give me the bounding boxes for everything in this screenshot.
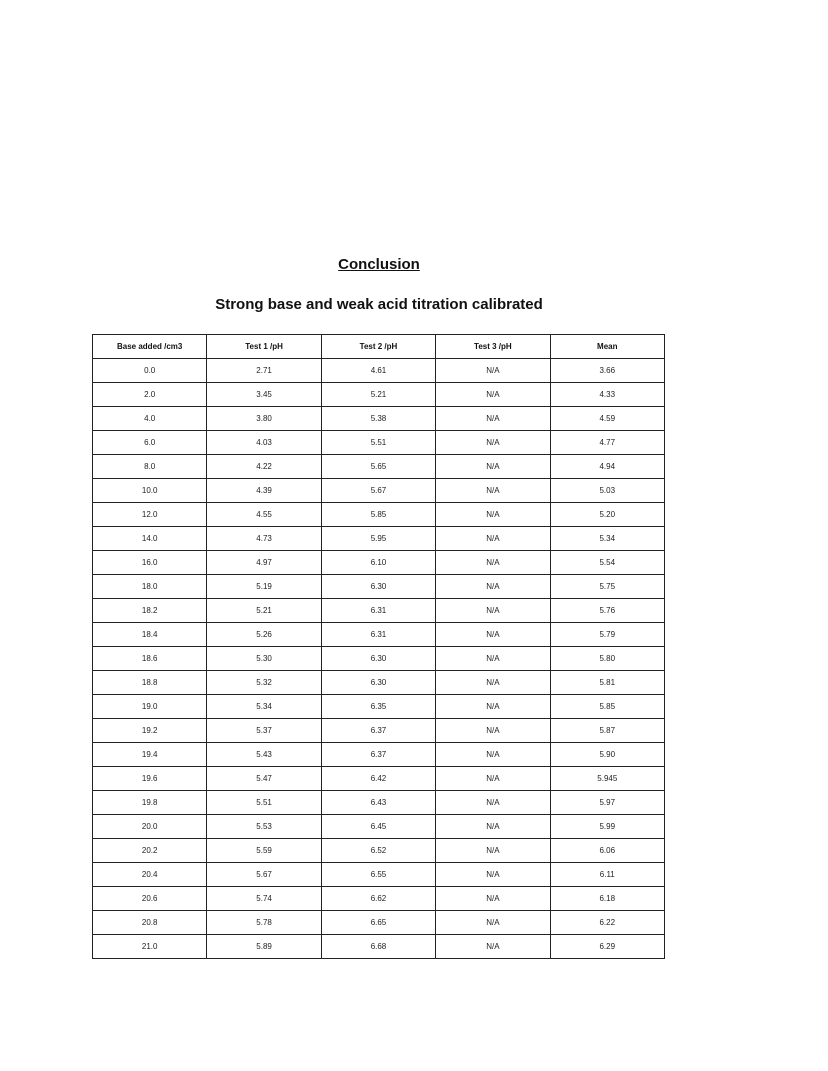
table-cell: 5.90 — [550, 743, 664, 767]
table-title: Strong base and weak acid titration calibrated — [215, 296, 543, 313]
table-cell: 4.73 — [207, 527, 321, 551]
table-cell: 4.39 — [207, 479, 321, 503]
table-cell: 5.80 — [550, 647, 664, 671]
table-cell: 5.75 — [550, 575, 664, 599]
table-cell: N/A — [436, 407, 550, 431]
table-row — [93, 911, 665, 935]
table-row — [93, 647, 665, 671]
table-cell: 5.26 — [207, 623, 321, 647]
table-cell: 6.52 — [321, 839, 435, 863]
table-cell: 6.35 — [321, 695, 435, 719]
table-cell: 5.47 — [207, 767, 321, 791]
table-row — [93, 455, 665, 479]
table-cell: 2.71 — [207, 359, 321, 383]
table-cell: 20.0 — [93, 815, 207, 839]
table-cell: 6.18 — [550, 887, 664, 911]
table-cell: 6.45 — [321, 815, 435, 839]
table-cell: 4.03 — [207, 431, 321, 455]
table-cell: 4.59 — [550, 407, 664, 431]
table-cell: N/A — [436, 359, 550, 383]
table-cell: 5.95 — [321, 527, 435, 551]
table-cell: 4.33 — [550, 383, 664, 407]
table-cell: 5.54 — [550, 551, 664, 575]
table-cell: 5.945 — [550, 767, 664, 791]
table-cell: 5.32 — [207, 671, 321, 695]
table-cell: 4.94 — [550, 455, 664, 479]
table-cell: 6.22 — [550, 911, 664, 935]
table-cell: 5.34 — [207, 695, 321, 719]
page-title: Conclusion — [338, 256, 420, 273]
table-row — [93, 839, 665, 863]
table-cell: 19.0 — [93, 695, 207, 719]
table-cell: 6.29 — [550, 935, 664, 959]
table-cell: 18.8 — [93, 671, 207, 695]
table-cell: 10.0 — [93, 479, 207, 503]
table-row — [93, 887, 665, 911]
column-header: Test 1 /pH — [207, 335, 321, 359]
table-cell: 3.45 — [207, 383, 321, 407]
table-cell: 5.51 — [321, 431, 435, 455]
table-row — [93, 863, 665, 887]
table-cell: N/A — [436, 887, 550, 911]
table-cell: 5.21 — [207, 599, 321, 623]
table-cell: 5.37 — [207, 719, 321, 743]
table-cell: 5.65 — [321, 455, 435, 479]
table-cell: N/A — [436, 791, 550, 815]
table-cell: 3.80 — [207, 407, 321, 431]
table-cell: 6.65 — [321, 911, 435, 935]
table-cell: N/A — [436, 647, 550, 671]
column-header: Test 3 /pH — [436, 335, 550, 359]
table-cell: 5.85 — [321, 503, 435, 527]
table-cell: 6.30 — [321, 647, 435, 671]
table-cell: 6.06 — [550, 839, 664, 863]
titration-table — [92, 334, 665, 959]
table-cell: N/A — [436, 599, 550, 623]
table-cell: N/A — [436, 839, 550, 863]
table-cell: 14.0 — [93, 527, 207, 551]
table-row — [93, 479, 665, 503]
table-cell: 4.0 — [93, 407, 207, 431]
table-cell: 5.43 — [207, 743, 321, 767]
table-cell: 18.0 — [93, 575, 207, 599]
table-cell: 20.2 — [93, 839, 207, 863]
table-cell: 5.03 — [550, 479, 664, 503]
table-cell: 5.79 — [550, 623, 664, 647]
table-cell: 6.31 — [321, 623, 435, 647]
table-cell: 5.99 — [550, 815, 664, 839]
column-header: Test 2 /pH — [321, 335, 435, 359]
table-cell: N/A — [436, 431, 550, 455]
table-cell: N/A — [436, 503, 550, 527]
table-row — [93, 935, 665, 959]
table-cell: 6.31 — [321, 599, 435, 623]
table-cell: N/A — [436, 743, 550, 767]
table-cell: 5.74 — [207, 887, 321, 911]
table-cell: 19.8 — [93, 791, 207, 815]
table-cell: 5.30 — [207, 647, 321, 671]
table-cell: 6.37 — [321, 719, 435, 743]
table-cell: 5.81 — [550, 671, 664, 695]
table-row — [93, 767, 665, 791]
table-cell: 4.22 — [207, 455, 321, 479]
table-cell: 2.0 — [93, 383, 207, 407]
table-cell: 6.43 — [321, 791, 435, 815]
table-row — [93, 623, 665, 647]
table-cell: 5.51 — [207, 791, 321, 815]
table-cell: 5.59 — [207, 839, 321, 863]
table-cell: 5.67 — [321, 479, 435, 503]
table-cell: 5.20 — [550, 503, 664, 527]
table-row — [93, 815, 665, 839]
table-row — [93, 383, 665, 407]
table-cell: 6.37 — [321, 743, 435, 767]
table-cell: N/A — [436, 527, 550, 551]
table-cell: 19.2 — [93, 719, 207, 743]
table-row — [93, 431, 665, 455]
table-cell: N/A — [436, 551, 550, 575]
table-cell: 6.68 — [321, 935, 435, 959]
table-cell: 6.10 — [321, 551, 435, 575]
table-cell: 5.38 — [321, 407, 435, 431]
table-row — [93, 599, 665, 623]
table-cell: N/A — [436, 767, 550, 791]
table-cell: 4.97 — [207, 551, 321, 575]
table-row — [93, 359, 665, 383]
table-row — [93, 791, 665, 815]
table-cell: N/A — [436, 935, 550, 959]
table-cell: 6.30 — [321, 671, 435, 695]
table-cell: 18.6 — [93, 647, 207, 671]
table-cell: 5.34 — [550, 527, 664, 551]
table-cell: N/A — [436, 815, 550, 839]
table-cell: 3.66 — [550, 359, 664, 383]
table-cell: N/A — [436, 719, 550, 743]
table-row — [93, 503, 665, 527]
table-cell: 5.89 — [207, 935, 321, 959]
table-cell: N/A — [436, 455, 550, 479]
table-row — [93, 719, 665, 743]
table-row — [93, 575, 665, 599]
table-row — [93, 527, 665, 551]
table-row — [93, 407, 665, 431]
table-cell: 19.4 — [93, 743, 207, 767]
table-cell: 6.30 — [321, 575, 435, 599]
table-cell: N/A — [436, 479, 550, 503]
table-cell: 19.6 — [93, 767, 207, 791]
table-cell: 5.19 — [207, 575, 321, 599]
column-header: Mean — [550, 335, 664, 359]
table-cell: N/A — [436, 695, 550, 719]
table-row — [93, 743, 665, 767]
table-cell: 5.76 — [550, 599, 664, 623]
table-cell: 20.8 — [93, 911, 207, 935]
table-cell: N/A — [436, 623, 550, 647]
table-cell: 0.0 — [93, 359, 207, 383]
table-cell: N/A — [436, 911, 550, 935]
table-cell: N/A — [436, 863, 550, 887]
table-cell: 6.42 — [321, 767, 435, 791]
table-cell: 6.62 — [321, 887, 435, 911]
table-cell: 4.77 — [550, 431, 664, 455]
table-row — [93, 551, 665, 575]
table-cell: 5.78 — [207, 911, 321, 935]
table-cell: N/A — [436, 671, 550, 695]
table-row — [93, 671, 665, 695]
table-cell: 5.85 — [550, 695, 664, 719]
table-cell: 4.61 — [321, 359, 435, 383]
table-cell: N/A — [436, 383, 550, 407]
table-cell: 5.53 — [207, 815, 321, 839]
table-header — [93, 335, 665, 359]
table-cell: 5.67 — [207, 863, 321, 887]
table-cell: 6.0 — [93, 431, 207, 455]
table-cell: 4.55 — [207, 503, 321, 527]
table-cell: 5.21 — [321, 383, 435, 407]
table-cell: 12.0 — [93, 503, 207, 527]
table-cell: 18.2 — [93, 599, 207, 623]
table-cell: N/A — [436, 575, 550, 599]
table-cell: 20.6 — [93, 887, 207, 911]
table-cell: 20.4 — [93, 863, 207, 887]
table-cell: 21.0 — [93, 935, 207, 959]
header-row — [93, 335, 665, 359]
table-cell: 18.4 — [93, 623, 207, 647]
table-row — [93, 695, 665, 719]
column-header: Base added /cm3 — [93, 335, 207, 359]
table-body — [93, 359, 665, 959]
table-cell: 6.55 — [321, 863, 435, 887]
table-cell: 16.0 — [93, 551, 207, 575]
table-cell: 6.11 — [550, 863, 664, 887]
table-cell: 5.87 — [550, 719, 664, 743]
table-cell: 8.0 — [93, 455, 207, 479]
table-cell: 5.97 — [550, 791, 664, 815]
